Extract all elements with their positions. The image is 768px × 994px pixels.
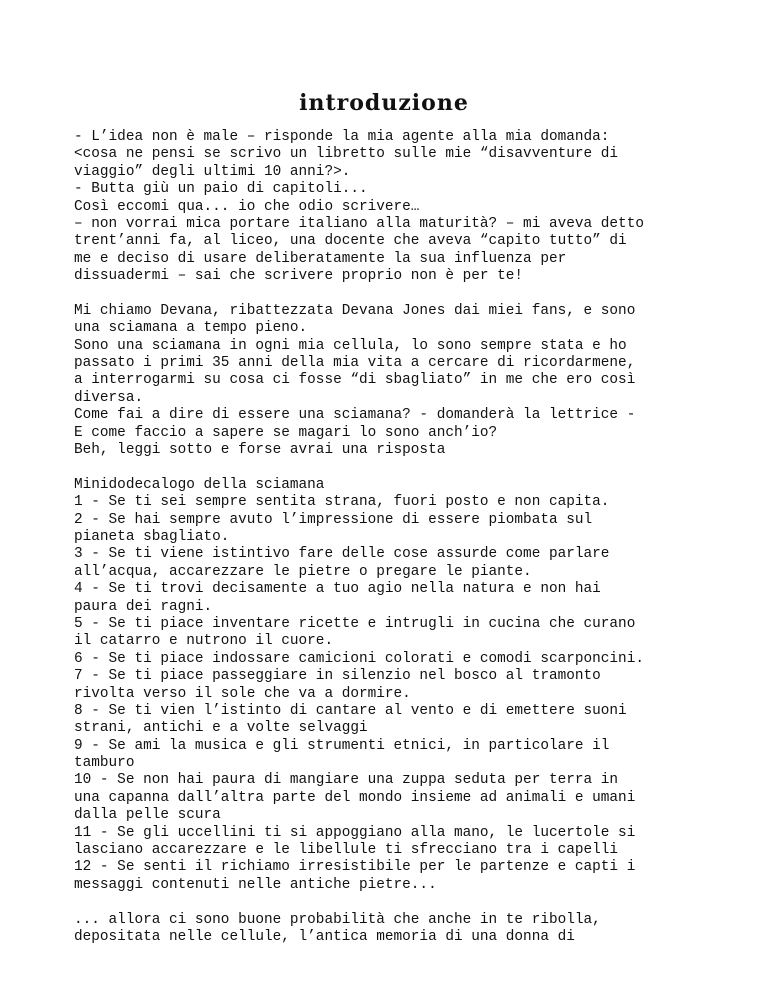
paragraph-gap	[74, 459, 734, 476]
list-item: all’acqua, accarezzare le pietre o pregare le piante.	[74, 563, 532, 580]
list-item: pianeta sbagliato.	[74, 528, 230, 545]
list-item: una capanna dall’altra parte del mondo insieme ad animali e umani	[74, 789, 636, 806]
text-line: trent’anni fa, al liceo, una docente che aveva “capito tutto” di	[74, 233, 627, 250]
paragraph-about	[74, 303, 734, 460]
list-item: 11 - Se gli uccellini ti si appoggiano alla mano, le lucertole si	[74, 824, 636, 841]
list-item: rivolta verso il sole che va a dormire.	[74, 685, 411, 702]
list-item: lasciano accarezzare e le libellule ti sfrecciano tra i capelli	[74, 842, 619, 859]
list-item: il catarro e nutrono il cuore.	[74, 633, 334, 650]
text-line: Beh, leggi sotto e forse avrai una risposta	[74, 442, 446, 459]
list-item: tamburo	[74, 755, 135, 772]
list-heading: Minidodecalogo della sciamana	[74, 476, 325, 493]
text-line: Così eccomi qua... io che odio scrivere…	[74, 198, 420, 215]
document-body	[74, 129, 734, 946]
text-line: Mi chiamo Devana, ribattezzata Devana Jones dai miei fans, e sono	[74, 302, 636, 319]
paragraph-dodecalogue	[74, 477, 734, 894]
list-item: messaggi contenuti nelle antiche pietre...	[74, 876, 437, 893]
text-line: me e deciso di usare deliberatamente la sua influenza per	[74, 250, 567, 267]
list-item: 4 - Se ti trovi decisamente a tuo agio nella natura e non hai	[74, 581, 601, 598]
text-line: E come faccio a sapere se magari lo sono anch’io?	[74, 424, 498, 441]
text-line: diversa.	[74, 389, 144, 406]
list-item: strani, antichi e a volte selvaggi	[74, 720, 368, 737]
text-line: - L’idea non è male – risponde la mia agente alla mia domanda:	[74, 129, 610, 145]
text-line: Come fai a dire di essere una sciamana? - domanderà la lettrice -	[74, 407, 636, 424]
text-line: a interrogarmi su cosa ci fosse “di sbagliato” in me che ero così	[74, 372, 636, 389]
paragraph-gap	[74, 286, 734, 303]
paragraph-gap	[74, 894, 734, 911]
list-item: 10 - Se non hai paura di mangiare una zuppa seduta per terra in	[74, 772, 619, 789]
paragraph-intro	[74, 129, 734, 286]
list-item: 2 - Se hai sempre avuto l’impressione di essere piombata sul	[74, 511, 593, 528]
text-line: una sciamana a tempo pieno.	[74, 320, 308, 337]
paragraph-conclusion	[74, 912, 734, 947]
list-item: 5 - Se ti piace inventare ricette e intrugli in cucina che curano	[74, 615, 636, 632]
text-line: ... allora ci sono buone probabilità che anche in te ribolla,	[74, 911, 601, 928]
list-item: dalla pelle scura	[74, 807, 221, 824]
list-item: 9 - Se ami la musica e gli strumenti etnici, in particolare il	[74, 737, 610, 754]
text-line: viaggio” degli ultimi 10 anni?>.	[74, 163, 351, 180]
text-line: - Butta giù un paio di capitoli...	[74, 181, 368, 198]
text-line: <cosa ne pensi se scrivo un libretto sulle mie “disavventure di	[74, 146, 619, 163]
list-item: 12 - Se senti il richiamo irresistibile per le partenze e capti i	[74, 859, 636, 876]
list-item: 7 - Se ti piace passeggiare in silenzio nel bosco al tramonto	[74, 668, 601, 685]
text-line: dissuadermi – sai che scrivere proprio non è per te!	[74, 268, 524, 285]
list-item: 3 - Se ti viene istintivo fare delle cose assurde come parlare	[74, 546, 610, 563]
text-line: – non vorrai mica portare italiano alla maturità? – mi aveva detto	[74, 215, 644, 232]
list-item: 8 - Se ti vien l’istinto di cantare al vento e di emettere suoni	[74, 702, 627, 719]
list-item: 1 - Se ti sei sempre sentita strana, fuori posto e non capita.	[74, 494, 610, 511]
text-line: depositata nelle cellule, l’antica memoria di una donna di	[74, 928, 575, 945]
page-title: introduzione	[299, 90, 469, 116]
text-line: Sono una sciamana in ogni mia cellula, lo sono sempre stata e ho	[74, 337, 627, 354]
list-item: paura dei ragni.	[74, 598, 213, 615]
list-item: 6 - Se ti piace indossare camicioni colorati e comodi scarponcini.	[74, 650, 644, 667]
text-line: passato i primi 35 anni della mia vita a cercare di ricordarmene,	[74, 355, 636, 372]
